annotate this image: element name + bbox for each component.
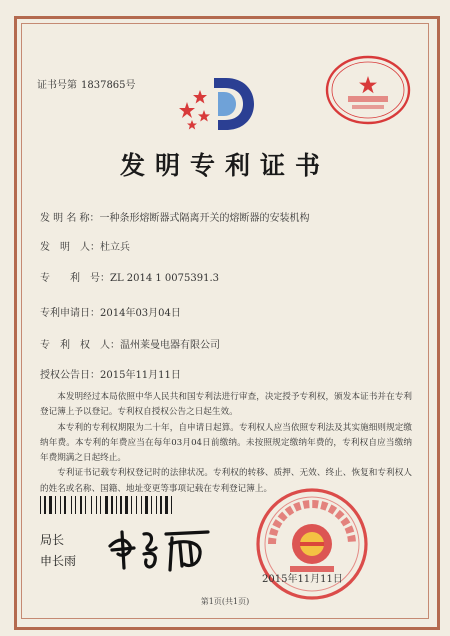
inventor-field [40,238,130,253]
grant-date-value: 2015年11月11日 [100,370,181,381]
patent-number-label: 专 利 号： [40,273,110,284]
certificate-number-value: 1837865号 [81,80,136,91]
body-paragraph-3: 专利证书记载专利权登记时的法律状况。专利权的转移、质押、无效、终止、恢复和专利权人的姓名或名称、国籍、地址变更等事项记载在专利登记簿上。 [40,468,412,494]
handwritten-signature-icon [104,520,214,576]
invention-name-label: 发 明 名 称： [40,213,100,224]
certificate-number [37,76,136,91]
grant-date-label: 授权公告日： [40,370,100,381]
certificate-body-text [40,390,412,497]
director-name: 申长雨 [40,554,77,568]
director-title: 局长 [40,533,65,547]
issue-date: 2015年11月11日 [262,574,343,585]
barcode-icon [40,496,218,514]
patentee-label: 专 利 权 人： [40,340,120,351]
patent-office-logo-icon [178,72,258,134]
grant-date-field [40,366,181,381]
inventor-label: 发 明 人： [40,242,100,253]
invention-name-field [40,209,310,224]
patentee-value: 温州莱曼电器有限公司 [120,340,220,351]
patentee-field [40,336,220,351]
page-number: 第1页(共1页) [200,597,250,606]
agency-oval-stamp-icon [324,54,412,126]
filing-date-label: 专利申请日： [40,308,100,319]
patent-number-value: ZL 2014 1 0075391.3 [110,273,220,284]
inventor-value: 杜立兵 [100,242,130,253]
body-paragraph-2: 本专利的专利权期限为二十年，自申请日起算。专利权人应当依照专利法及其实施细则规定缴纳年费。本专利的年费应当在每年03月04日前缴纳。未按照规定缴纳年费的，专利权自应当缴纳年费期满之日起终止。 [40,422,412,464]
invention-name-value: 一种条形熔断器式隔离开关的熔断器的安装机构 [99,213,310,224]
body-paragraph-1: 本发明经过本局依照中华人民共和国专利法进行审查，决定授予专利权，颁发本证书并在专利登记簿上予以登记。专利权自授权公告之日起生效。 [40,392,412,418]
patent-number-field [40,269,219,284]
document-title: 发明专利证书 [119,151,330,180]
filing-date-value: 2014年03月04日 [100,308,181,319]
filing-date-field [40,304,181,319]
certificate-number-label: 证书号第 [37,80,77,91]
